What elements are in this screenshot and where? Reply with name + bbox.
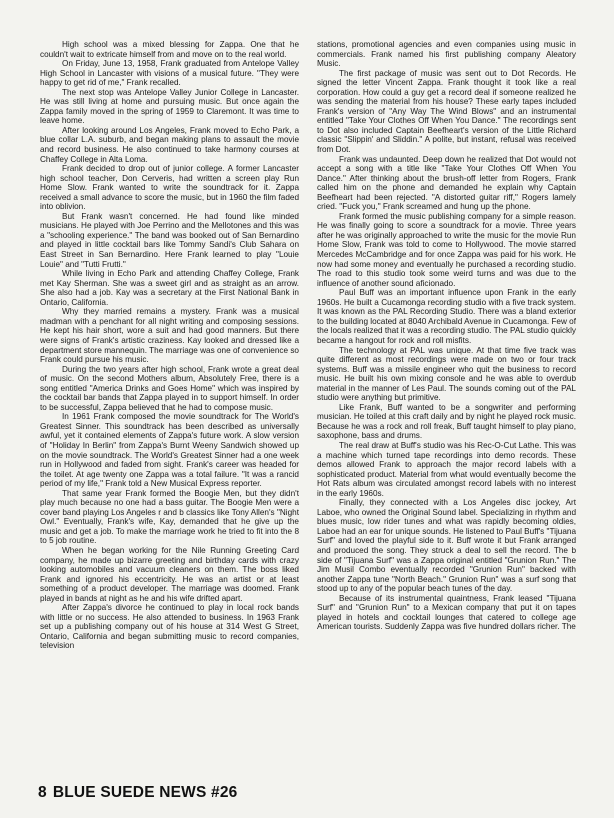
page-number: 8 [38, 784, 47, 801]
paragraph: stations, promotional agencies and even companies using music in commercials. Frank named his first publishing company Aleatory Music. [317, 40, 576, 69]
paragraph: On Friday, June 13, 1958, Frank graduated from Antelope Valley High School in Lancaster with visions of a musical future. "They were happy to get rid of me," Frank recalled. [40, 59, 299, 88]
paragraph: Frank formed the music publishing company for a simple reason. He was finally going to score a soundtrack for a movie. Three years after he was originally approached to write the music for the movie Run Home Slow, Frank was told to come to Hollywood. The movie starred Mercedes McCambridge and for once Zappa was paid for his work. He now had some money and eventually he purchased a recording studio. The road to this studio took some weird turns and was due to the influence of another sound aficionado. [317, 211, 576, 288]
paragraph: But Frank wasn't concerned. He had found like minded musicians. He played with Joe Perrino and the Mellotones and this was a "schooling experience." The band was booked out of San Bernardino and played in little cocktail bars like Tommy Sandi's Club Sahara on East Street in San Bernardino. Here Frank learned to play "Louie Louie" and "Tutti Frutti." [40, 211, 299, 269]
paragraph: Frank was undaunted. Deep down he realized that Dot would not accept a song with a title like "Take Your Clothes Off When You Dance." After thinking about the brush-off letter from Rogers, Frank called him on the phone and demanded he explain why Captain Beefheart had been rejected. "A distorted guitar riff," Rogers lamely cried. "Fuck you," Frank screamed and hung up the phone. [317, 154, 576, 212]
paragraph: High school was a mixed blessing for Zappa. One that he couldn't wait to extricate himself from and move on to the real world. [40, 40, 299, 59]
paragraph: The next stop was Antelope Valley Junior College in Lancaster. He was still living at home and pursuing music. But once again the Zappa family moved in the spring of 1959 to Claremont. It was time to leave home. [40, 87, 299, 126]
paragraph: The technology at PAL was unique. At that time five track was quite different as most recordings were made on two or four track systems. Buff was a missile engineer who quit the business to record music. He built his own mixing console and he was able to overdub material in the manner of Les Paul. The sounds coming out of the PAL studio were anything but primitive. [317, 345, 576, 403]
page-footer [38, 784, 238, 802]
paragraph: In 1961 Frank composed the movie soundtrack for The World's Greatest Sinner. This soundtrack has been described as universally awful, yet it contained elements of Zappa's future work. A slow version of "Holiday In Berlin" from Zappa's Burnt Weeny Sandwich showed up on the movie soundtrack. The World's Greatest Sinner had a one week run in Hollywood and faded from sight. Frank's career was headed for the toilet. At age twenty one Zappa was a total failure. "It was a rancid period of my life," Frank told a New Musical Express reporter. [40, 412, 299, 489]
paragraph: When he began working for the Nile Running Greeting Card company, he made up bizarre greeting and birthday cards with crazy looking automobiles and vacuum cleaners on them. The boss liked Frank and ignored his eccentricity. He was an artist or at least something of a product developer. The marriage was doomed. Frank played in bands at night as he and his wife drifted apart. [40, 545, 299, 603]
paragraph: Finally, they connected with a Los Angeles disc jockey, Art Laboe, who owned the Original Sound label. Specializing in rhythm and blues music, low rider tunes and what was rapidly becoming oldies, Laboe had an ear for unique sounds. He listened to Paul Buff's "Tijuana Surf" and loved the playful side to it. Buff wrote it but Frank arranged and produced the song. They struck a deal to sell the record. The b side of "Tijuana Surf" was a Zappa original entitled "Grunion Run." The Jim Musil Combo eventually recorded "Grunion Run" backed with another Zappa tune "North Beach." Grunion Run" was a surf song that stood up to any of the popular beach tunes of the day. [317, 498, 576, 594]
publication-name: BLUE SUEDE NEWS #26 [52, 784, 238, 801]
paragraph: After Zappa's divorce he continued to play in local rock bands with little or no success. He also attended to business. In 1963 Frank set up a publishing company out of his house at 314 West G Street, Ontario, California and began submitting music to record companies, television [40, 603, 299, 651]
paragraph: The real draw at Buff's studio was his Rec-O-Cut Lathe. This was a machine which turned tape recordings into demo records. These demos allowed Frank to approach the major record labels with a sophisticated product. Material from what would eventually become the Hot Rats album was circulated amongst record labels with no interest in the early 1960s. [317, 440, 576, 498]
paragraph: During the two years after high school, Frank wrote a great deal of music. On the second Mothers album, Absolutely Free, there is a song entitled "America Drinks and Goes Home" which was inspired by the cocktail bar bands that Zappa played in to support himself. In order to be successful, Zappa believed that he had to compose music. [40, 364, 299, 412]
paragraph: That same year Frank formed the Boogie Men, but they didn't play much because no one had a bass guitar. The Boogie Men were a cover band playing Los Angeles r and b classics like Tony Allen's "Night Owl." Eventually, Frank's wife, Kay, demanded that he give up the music and get a job. To make the marriage work he tried to fit into the 8 to 5 job routine. [40, 488, 299, 546]
right-column [317, 40, 576, 770]
paragraph: Frank decided to drop out of junior college. A former Lancaster high school teacher, Don Cerveris, had written a screen play Run Home Slow. Frank wanted to write the soundtrack for it. Zappa received a small advance to score the music, but in 1960 the film faded into oblivion. [40, 164, 299, 212]
paragraph: Because of its instrumental quaintness, Frank leased "Tijuana Surf" and "Grunion Run" to a Mexican company that put it on tapes played in hotels and cocktail lounges that catered to college age American tourists. Suddenly Zappa was five hundred dollars richer. The [317, 593, 576, 632]
paragraph: The first package of music was sent out to Dot Records. He signed the letter Vincent Zappa. Frank thought it took like a real corporation. How could a guy get a record deal if someone realized he was sending the material from his house? These early tapes included Frank's version of "Any Way The Wind Blows" and an instrumental entitled "Take Your Clothes Off When You Dance." The recordings sent to Dot also included Captain Beefheart's version of the Little Richard classic "Slippin' and Sliddin." A polite, but instant, refusal was received from Dot. [317, 68, 576, 155]
paragraph: Why they married remains a mystery. Frank was a musical madman with a penchant for all night writing and composing sessions. He kept his hair short, wore a suit and had good manners. But there were signs of Frank's artistic craziness. Kay looked and dressed like a department store mannequin. The marriage was one of convenience so Frank could pursue his music. [40, 307, 299, 365]
article-body [40, 40, 576, 770]
paragraph: After looking around Los Angeles, Frank moved to Echo Park, a blue collar L.A. suburb, and began making plans to assault the movie and record business. He also continued to take harmony courses at Chaffey College in Alta Loma. [40, 125, 299, 164]
paragraph: Like Frank, Buff wanted to be a songwriter and performing musician. He toiled at this craft daily and by night he played rock music. Because he was a rock and roll freak, Buff taught himself to play piano, saxophone, bass and drums. [317, 402, 576, 441]
paragraph: While living in Echo Park and attending Chaffey College, Frank met Kay Sherman. She was a sweet girl and as straight as an arrow. She also had a job. Kay was a secretary at the First National Bank in Ontario, California. [40, 269, 299, 307]
left-column [40, 40, 299, 770]
paragraph: Paul Buff was an important influence upon Frank in the early 1960s. He built a Cucamonga recording studio with a five track system. It was known as the PAL Recording Studio. There was a bland exterior to the building located at 8040 Archibald Avenue in Cucamonga. Few of the locals realized that it was a recording studio. The PAL studio quickly became a hangout for rock and roll misfits. [317, 288, 576, 345]
